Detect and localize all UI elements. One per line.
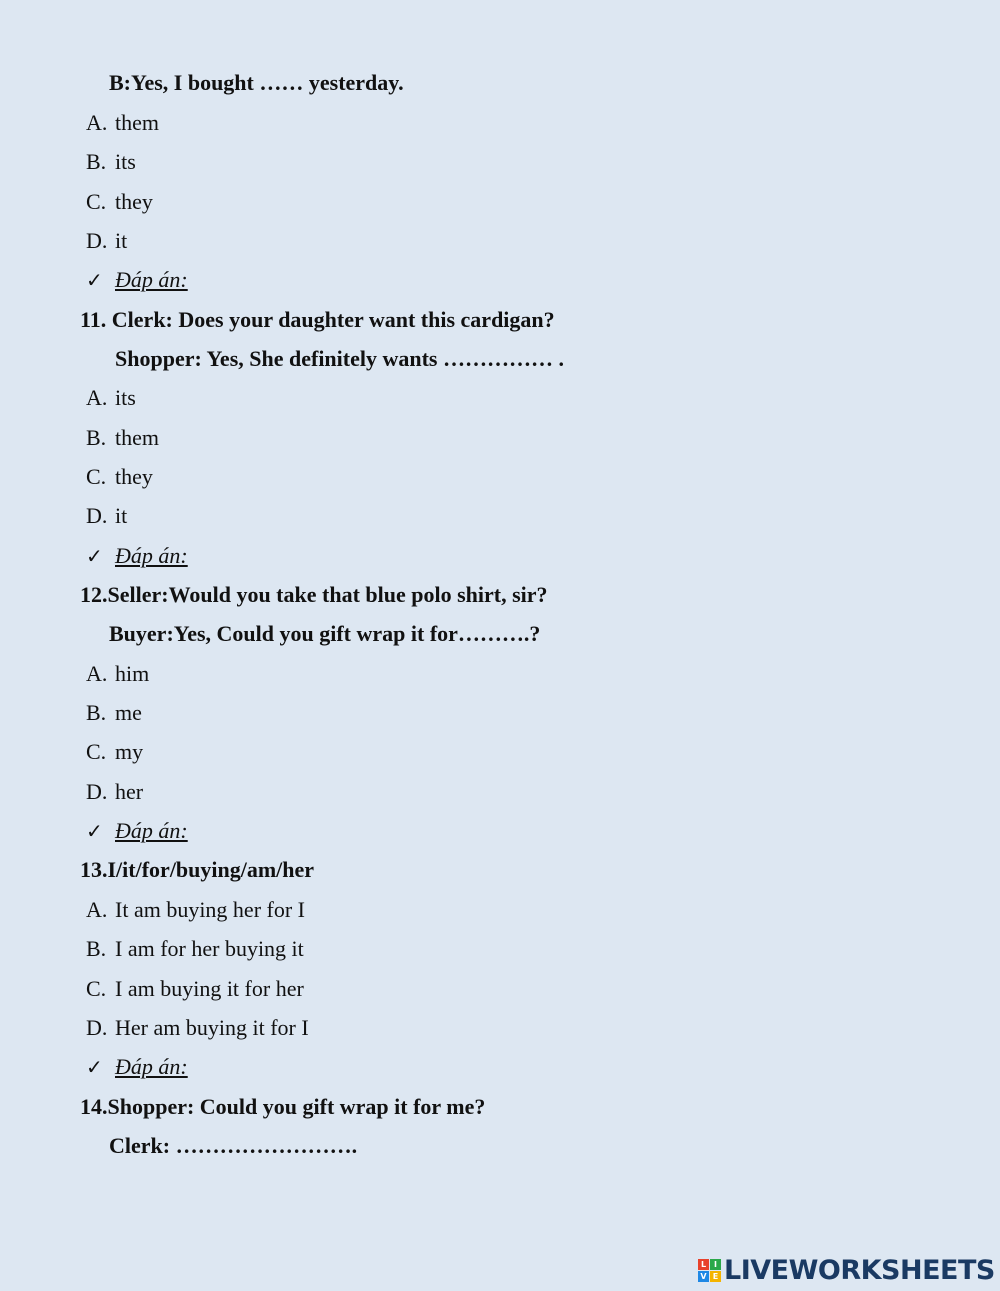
q12-dialogue-line: Buyer:Yes, Could you gift wrap it for……….? bbox=[109, 621, 541, 646]
option-letter: C. bbox=[86, 976, 107, 1001]
option-text: I am for her buying it bbox=[115, 936, 304, 961]
liveworksheets-logo bbox=[698, 1255, 995, 1285]
option-letter: D. bbox=[86, 1015, 108, 1040]
answer-label: Đáp án: bbox=[115, 818, 188, 843]
option-text: my bbox=[115, 739, 144, 764]
option-text: I am buying it for her bbox=[115, 976, 304, 1001]
checkmark-icon: ✓ bbox=[86, 1057, 103, 1079]
option-letter: D. bbox=[86, 228, 108, 253]
q11-question: 11. Clerk: Does your daughter want this cardigan? bbox=[80, 307, 555, 332]
q13-option-a[interactable] bbox=[86, 896, 305, 924]
option-letter: A. bbox=[86, 110, 108, 135]
checkmark-icon: ✓ bbox=[86, 821, 103, 843]
logo-cell: E bbox=[710, 1271, 721, 1282]
answer-label: Đáp án: bbox=[115, 543, 188, 568]
logo-cell: V bbox=[698, 1271, 709, 1282]
q14-dialogue-line: Clerk: ……………………. bbox=[109, 1133, 358, 1158]
option-letter: D. bbox=[86, 779, 108, 804]
q10-option-d[interactable] bbox=[86, 227, 127, 255]
q13-option-b[interactable] bbox=[86, 935, 304, 963]
q13-question: 13.I/it/for/buying/am/her bbox=[80, 857, 315, 882]
q12-option-b[interactable] bbox=[86, 699, 142, 727]
option-letter: B. bbox=[86, 425, 107, 450]
q10-answer-row bbox=[86, 266, 188, 295]
q11-option-c[interactable] bbox=[86, 463, 153, 491]
q14-question: 14.Shopper: Could you gift wrap it for me? bbox=[80, 1094, 486, 1119]
option-letter: B. bbox=[86, 936, 107, 961]
q10-option-b[interactable] bbox=[86, 148, 136, 176]
option-text: me bbox=[115, 700, 142, 725]
option-letter: B. bbox=[86, 700, 107, 725]
option-letter: C. bbox=[86, 464, 107, 489]
option-letter: A. bbox=[86, 385, 108, 410]
answer-label: Đáp án: bbox=[115, 1054, 188, 1079]
q11-answer-row bbox=[86, 542, 188, 571]
checkmark-icon: ✓ bbox=[86, 270, 103, 292]
option-text: its bbox=[115, 385, 136, 410]
option-letter: A. bbox=[86, 661, 108, 686]
option-text: they bbox=[115, 464, 153, 489]
option-letter: D. bbox=[86, 503, 108, 528]
logo-text: LIVEWORKSHEETS bbox=[724, 1254, 995, 1286]
option-text: it bbox=[115, 503, 128, 528]
q11-option-b[interactable] bbox=[86, 424, 159, 452]
q12-question: 12.Seller:Would you take that blue polo shirt, sir? bbox=[80, 582, 548, 607]
q13-option-d[interactable] bbox=[86, 1014, 309, 1042]
logo-mark-icon bbox=[698, 1259, 721, 1282]
q11-dialogue-line: Shopper: Yes, She definitely wants …………… . bbox=[115, 346, 564, 371]
option-letter: C. bbox=[86, 189, 107, 214]
option-letter: A. bbox=[86, 897, 108, 922]
option-text: its bbox=[115, 149, 136, 174]
option-text: her bbox=[115, 779, 144, 804]
option-text: them bbox=[115, 110, 159, 135]
q10-dialogue-line: B:Yes, I bought …… yesterday. bbox=[109, 70, 404, 95]
q10-option-a[interactable] bbox=[86, 109, 159, 137]
option-letter: C. bbox=[86, 739, 107, 764]
q13-option-c[interactable] bbox=[86, 975, 304, 1003]
q12-answer-row bbox=[86, 817, 188, 846]
option-text: them bbox=[115, 425, 159, 450]
option-text: It am buying her for I bbox=[115, 897, 305, 922]
option-letter: B. bbox=[86, 149, 107, 174]
q12-option-a[interactable] bbox=[86, 660, 149, 688]
option-text: him bbox=[115, 661, 150, 686]
q12-option-d[interactable] bbox=[86, 778, 143, 806]
logo-cell: I bbox=[710, 1259, 721, 1270]
option-text: it bbox=[115, 228, 128, 253]
q13-answer-row bbox=[86, 1053, 188, 1082]
q11-option-d[interactable] bbox=[86, 502, 127, 530]
logo-cell: L bbox=[698, 1259, 709, 1270]
option-text: Her am buying it for I bbox=[115, 1015, 309, 1040]
q11-option-a[interactable] bbox=[86, 384, 136, 412]
q10-option-c[interactable] bbox=[86, 188, 153, 216]
answer-label: Đáp án: bbox=[115, 267, 188, 292]
option-text: they bbox=[115, 189, 153, 214]
checkmark-icon: ✓ bbox=[86, 546, 103, 568]
q12-option-c[interactable] bbox=[86, 738, 143, 766]
